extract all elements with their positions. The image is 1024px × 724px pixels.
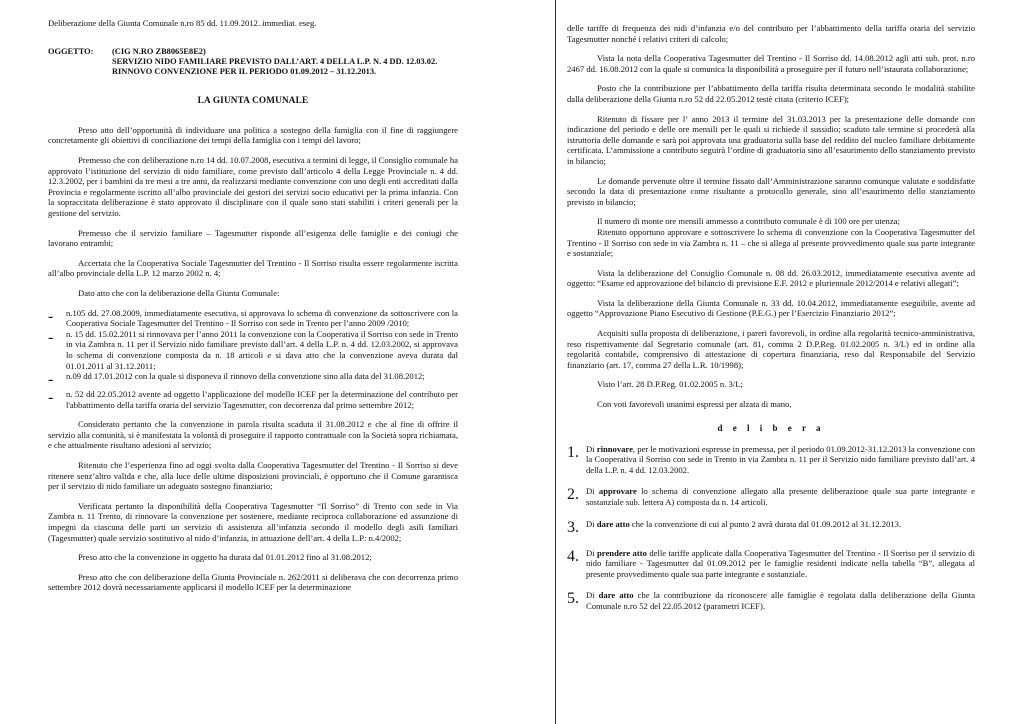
decision-item	[567, 444, 975, 476]
deliberation-header: Deliberazione della Giunta Comunale n.ro 85 dd. 11.09.2012. immediat. eseg.	[48, 18, 317, 28]
paragraph: Verificata pertanto la disponibilità della Cooperativa Tagesmutter “Il Sorriso” di Trento con sede in Via Zambra n. 11 Trento, di rinnovare la convenzione per sostenere, mediante reciproca collaborazione ed assunzione di impegni da ciascuna delle parti un servizio di assistenza all’infanzia secondo il modello degli asili familiari (Tagesmutter) quale servizio sostitutivo al nido d’infanzia, in attuazione dell’art. 4 della L.P: n.4/2002;	[48, 500, 458, 543]
list-item	[48, 308, 458, 329]
decision-item	[567, 519, 975, 537]
decision-text: Di prendere atto delle tariffe applicate dalla Cooperativa Tagesmutter del Trentino - Il Sorriso per il servizio di nido familiare - Tagesmutter dal 01.09.2012 per le famiglie residenti indicate nella tabella “B”, allegata al presente provvedimento quale sua parte integrante e sostanziale.	[586, 547, 975, 579]
paragraph: Le domande pervenute oltre il termine fissato dall’Amministrazione saranno comunque valutate e soddisfatte secondo la data di presentazione come risultante a protocollo generale, sino all’esaurimento dello stanziamento previsto in bilancio;	[567, 175, 975, 207]
paragraph: Dato atto che con la deliberazione della Giunta Comunale:	[78, 287, 280, 298]
decision-number: 1.	[567, 443, 579, 461]
decision-verb: dare atto	[598, 590, 634, 601]
paragraph: delle tariffe di frequenza dei nidi d’infanzia e/o del contributo per l’abbattimento della tariffa oraria del servizio Tagesmutter nonché i relativi criteri di calcolo;	[567, 23, 975, 44]
paragraph: Vista la nota della Cooperativa Tagesmutter del Trentino - Il Sorriso dd. 14.08.2012 agli atti sub. prot. n.ro 2467 dd. 16.08.2012 con la quale si comunica la disponibilità a proseguire per il futuro nell’istaurata collaborazione;	[567, 53, 975, 74]
paragraph: Considerato pertanto che la convenzione in parola risulta scaduta il 31.08.2012 e che al fine di offrire il servizio alla comunità, si è manifestata la volontà di proseguire il rapporto contrattuale con la Società sopra richiamata, e che attualmente risultano adesioni al servizio;	[48, 419, 458, 451]
decision-number: 5.	[567, 590, 579, 608]
decision-number: 4.	[567, 547, 579, 565]
subject-block	[48, 47, 458, 78]
subject-text	[112, 47, 437, 78]
paragraph: Acquisiti sulla proposta di deliberazione, i pareri favorevoli, in ordine alla regolarità tecnico-amministrativa, reso rispettivamente dal Segretario comunale (art. 81, comma 2 D.P.Reg. 01.02.2005 n. 3/L) ed in ordine alla regolarità contabile, comprensivo di attestazione di copertura finanziaria, reso dal Responsabile del Servizio finanziario (art. 17, comma 27 della L.R. 10/1998);	[567, 328, 975, 370]
list-item	[48, 329, 458, 371]
paragraph: Ritenuto opportuno approvare e sottoscrivere lo schema di convenzione con la Cooperativa Tagesmutter del Trentino - Il Sorriso con sede in via Zambra n. 11 – che si allega al presente provvedimento quale sua parte integrante e sostanziale;	[567, 226, 975, 259]
paragraph: Ritenuto che l’esperienza fino ad oggi svolta dalla Cooperativa Tagesmutter del Trentino - Il Sorriso si deve ritenere senz’altro valida e che, alla luce delle ultime disposizioni provinciali, è opportuno che il Comune garantisca per il servizio di nido familiare un adeguato sostegno finanziario;	[48, 460, 458, 492]
decision-text: Di rinnovare, per le motivazioni espresse in premessa, per il periodo 01.09.2012-31.12.2013 la convenzione con la Cooperativa il Sorriso con sede in Trento in via Zambra n. 11 per il Servizio nido familiare previsto dall’art. 4 della L.P. n. 4 dd. 12.03.2002.	[586, 443, 975, 475]
decision-verb: rinnovare	[596, 443, 633, 454]
dash-marker: -	[48, 371, 54, 389]
decision-text: Di dare atto che la convenzione di cui al punto 2 avrà durata dal 01.09.2012 al 31.12.2013.	[586, 518, 902, 529]
list-item	[48, 371, 458, 389]
paragraph: Premesso che con deliberazione n.ro 14 dd. 10.07.2008, esecutiva a termini di legge, il Consiglio comunale ha approvato l’istituzione del servizio di nido familiare, come previsto dall’articolo 4 della Legge Provinciale n. 4 dd. 12.3.2002, per i bambini da tre mesi a tre anni, da realizzarsi mediante convenzione con uno degli enti accreditati dalla Provincia e regolarmente iscritto all’albo provinciale dei gestori dei servizi socio educativi per la prima infanzia. Con la sopraccitata deliberazione è stato approvato il disciplinare con il quale sono stati stabiliti i criteri generali per la gestione del servizio.	[48, 155, 458, 218]
list-item-text: n.09 dd 17.01.2012 con la quale si disponeva il rinnovo della convenzione sino alla data del 31.08.2012;	[66, 371, 425, 382]
paragraph: Ritenuto di fissare per l’ anno 2013 il termine del 31.03.2013 per la presentazione delle domande con indicazione del periodo e delle ore mensili per le quali si richiede il sussidio; scaduto tale termine si procederà alla istruttoria delle domande e sarà poi approvata una graduatoria sulla base del reddito del nucleo familiare debitamente certificata. L’ammissione a contributo seguirà l’ordine di graduatoria sino all’esaurimento dello stanziamento previsto in bilancio;	[567, 113, 975, 166]
subject-line: (CIG N.RO ZB8065E8E2)	[112, 46, 206, 56]
delibera-heading: d e l i b e r a	[717, 422, 825, 433]
decision-text: Di approvare lo schema di convenzione allegato alla presente deliberazione quale sua parte integrante e sostanziale sub. lettera A) composta da n. 14 articoli.	[586, 486, 975, 507]
paragraph: Il numero di monte ore mensili ammesso a contributo comunale è di 100 ore per utenza;	[597, 216, 900, 227]
subject-line: SERVIZIO NIDO FAMILIARE PREVISTO DALL’ART. 4 DELLA L.P. N. 4 DD. 12.03.02.	[112, 57, 438, 66]
decision-number: 3.	[567, 518, 579, 536]
paragraph: Posto che la contribuzione per l’abbattimento della tariffa risulta determinata secondo le modalità stabilite dalla deliberazione della Giunta n.ro 52 dd 22.05.2012 testè citata (criterio ICEF);	[567, 83, 975, 104]
paragraph: Vista la deliberazione della Giunta Comunale n. 33 dd. 10.04.2012, immediatamente eseguibile, avente ad oggetto “Approvazione Piano Esecutivo di Gestione (P.E.G.) per l’Esercizio Finanziario 2012”;	[567, 297, 975, 319]
deliberation-list	[48, 308, 458, 411]
list-item-text: n.105 dd. 27.08.2009, immediatamente esecutiva, si approvava lo schema di convenzione da sottoscrivere con la Cooperativa Sociale Tagesmutter del Trentino - Il Sorriso con sede in Trento per l’anno 2009 /2010;	[66, 307, 458, 329]
decision-verb: dare atto	[596, 518, 630, 529]
paragraph: Premesso che il servizio familiare – Tagesmutter risponde all’esigenza delle famiglie e dei coniugi che lavorano entrambi;	[48, 227, 458, 249]
list-item-text: n. 52 dd 22.05.2012 avente ad oggetto l’applicazione del modello ICEF per la determinazione del contributo per l'abbattimento della tariffa oraria del servizio Tagesmutter, con decorrenza dal primo settembre 2012;	[66, 389, 458, 410]
decision-verb: approvare	[598, 486, 637, 497]
paragraph: Visto l’art. 28 D.P.Reg. 01.02.2005 n. 3/L;	[597, 379, 743, 390]
subject-line: RINNOVO CONVENZIONE PER IL PERIODO 01.09.2012 – 31.12.2013.	[112, 67, 377, 77]
page-divider	[555, 0, 556, 724]
list-item-text: n. 15 dd. 15.02.2011 si rinnovava per l’anno 2011 la convenzione con la Cooperativa il Sorriso con sede in Trento in via Zambra n. 11 per il Servizio nido familiare previsto dall’art. 4 della L.P. n. 4 dd. 12.03.2002, si approvava lo schema di convenzione composta da n. 18 articoli e si dava atto che la convenzione aveva durata dal 01.01.2011 al 31.12.2011;	[66, 328, 458, 371]
section-title: LA GIUNTA COMUNALE	[197, 94, 309, 105]
decision-item	[567, 486, 975, 507]
decision-verb: prendere atto	[597, 547, 647, 558]
dash-marker: -	[48, 389, 54, 407]
decision-item	[567, 590, 975, 611]
paragraph: Preso atto dell’opportunità di individuare una politica a sostegno della famiglia con il fine di raggiungere concretamente gli obiettivi di conciliazione dei tempi della famiglia con i tempi del lavoro;	[48, 124, 458, 146]
paragraph: Accertata che la Cooperativa Sociale Tagesmutter del Trentino - Il Sorriso risulta essere regolarmente iscritta all’albo provinciale della L.P. 12 marzo 2002 n. 4;	[48, 257, 458, 279]
list-item	[48, 389, 458, 410]
decision-text: Di dare atto che la contribuzione da riconoscere alle famiglie è regolata dalla deliberazione della Giunta Comunale n.ro 52 del 22.05.2012 (parametri ICEF).	[586, 590, 976, 611]
paragraph: Vista la deliberazione del Consiglio Comunale n. 08 dd. 26.03.2012, immediatamente esecutiva avente ad oggetto: “Esame ed approvazione del bilancio di previsione E.F. 2012 e pluriennale 2012/2014 e relativi allegati”;	[567, 267, 975, 289]
dash-marker: -	[48, 328, 54, 346]
subject-label: OGGETTO:	[48, 46, 94, 56]
decision-number: 2.	[567, 486, 579, 504]
dash-marker: -	[48, 307, 54, 325]
paragraph: Preso atto che la convenzione in oggetto ha durata dal 01.01.2012 fino al 31.08.2012;	[78, 552, 372, 563]
right-page	[567, 0, 975, 724]
left-page	[48, 0, 458, 724]
decision-item	[567, 548, 975, 580]
paragraph: Preso atto che con deliberazione della Giunta Provinciale n. 262/2011 si deliberava che con decorrenza primo settembre 2012 dovrà necessariamente applicarsi il modello ICEF per la determinazione	[48, 571, 458, 593]
paragraph: Con voti favorevoli unanimi espressi per alzata di mano,	[597, 399, 792, 410]
